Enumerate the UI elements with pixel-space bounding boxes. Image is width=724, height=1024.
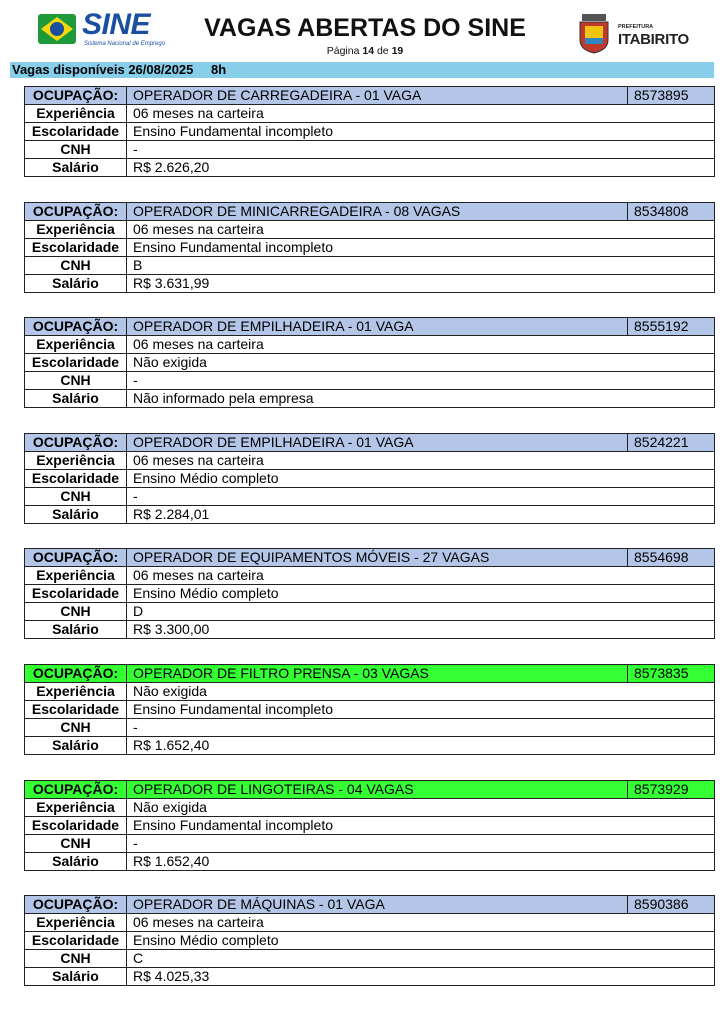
ocupacao-label: OCUPAÇÃO:	[25, 896, 127, 914]
escolaridade-value: Não exigida	[127, 354, 715, 372]
cnh-value: -	[127, 141, 715, 159]
job-card	[24, 780, 715, 871]
job-detail-row	[25, 470, 715, 488]
page-total: 19	[391, 45, 404, 57]
job-detail-row	[25, 488, 715, 506]
page-indicator	[190, 45, 540, 57]
ocupacao-label: OCUPAÇÃO:	[25, 434, 127, 452]
salario-label: Salário	[25, 506, 127, 524]
job-detail-row	[25, 701, 715, 719]
job-detail-row	[25, 683, 715, 701]
experiencia-label: Experiência	[25, 683, 127, 701]
escolaridade-label: Escolaridade	[25, 585, 127, 603]
page-current: 14	[362, 45, 375, 57]
cnh-value: -	[127, 372, 715, 390]
experiencia-value: 06 meses na carteira	[127, 336, 715, 354]
escolaridade-label: Escolaridade	[25, 354, 127, 372]
job-header-row	[25, 896, 715, 914]
ocupacao-value: OPERADOR DE CARREGADEIRA - 01 VAGA	[127, 87, 628, 105]
experiencia-label: Experiência	[25, 567, 127, 585]
cnh-value: B	[127, 257, 715, 275]
city-name: ITABIRITO	[618, 31, 689, 48]
job-detail-row	[25, 141, 715, 159]
job-header-row	[25, 203, 715, 221]
job-detail-row	[25, 257, 715, 275]
job-card	[24, 895, 715, 986]
salario-label: Salário	[25, 159, 127, 177]
ocupacao-value: OPERADOR DE EMPILHADEIRA - 01 VAGA	[127, 434, 628, 452]
job-code: 8524221	[628, 434, 715, 452]
escolaridade-value: Ensino Fundamental incompleto	[127, 701, 715, 719]
job-code: 8573929	[628, 781, 715, 799]
ocupacao-value: OPERADOR DE FILTRO PRENSA - 03 VAGAS	[127, 665, 628, 683]
job-code: 8554698	[628, 549, 715, 567]
page-prefix: Página	[326, 45, 360, 57]
page-sep: de	[376, 45, 389, 57]
job-header-row	[25, 549, 715, 567]
city-crest-icon	[576, 14, 612, 54]
sine-logo-text: SINE	[82, 8, 151, 41]
escolaridade-label: Escolaridade	[25, 701, 127, 719]
job-code: 8534808	[628, 203, 715, 221]
escolaridade-label: Escolaridade	[25, 123, 127, 141]
page-title: VAGAS ABERTAS DO SINE	[204, 14, 526, 42]
experiencia-label: Experiência	[25, 105, 127, 123]
cnh-label: CNH	[25, 719, 127, 737]
experiencia-label: Experiência	[25, 914, 127, 932]
salario-label: Salário	[25, 853, 127, 871]
job-header-row	[25, 781, 715, 799]
escolaridade-value: Ensino Médio completo	[127, 585, 715, 603]
salario-label: Salário	[25, 737, 127, 755]
escolaridade-label: Escolaridade	[25, 239, 127, 257]
brazil-flag-icon	[38, 12, 78, 46]
job-code: 8555192	[628, 318, 715, 336]
ocupacao-value: OPERADOR DE EQUIPAMENTOS MÓVEIS - 27 VAGAS	[127, 549, 628, 567]
job-detail-row	[25, 239, 715, 257]
salario-value: Não informado pela empresa	[127, 390, 715, 408]
experiencia-label: Experiência	[25, 799, 127, 817]
cnh-label: CNH	[25, 257, 127, 275]
job-detail-row	[25, 914, 715, 932]
ocupacao-label: OCUPAÇÃO:	[25, 549, 127, 567]
job-detail-row	[25, 585, 715, 603]
job-header-row	[25, 665, 715, 683]
escolaridade-value: Ensino Médio completo	[127, 932, 715, 950]
availability-date: Vagas disponíveis 26/08/2025	[12, 62, 194, 77]
ocupacao-label: OCUPAÇÃO:	[25, 203, 127, 221]
job-detail-row	[25, 567, 715, 585]
job-code: 8573895	[628, 87, 715, 105]
ocupacao-label: OCUPAÇÃO:	[25, 665, 127, 683]
cnh-label: CNH	[25, 603, 127, 621]
cnh-label: CNH	[25, 488, 127, 506]
job-code: 8590386	[628, 896, 715, 914]
sine-logo	[38, 8, 168, 52]
job-detail-row	[25, 275, 715, 293]
job-header-row	[25, 434, 715, 452]
cnh-label: CNH	[25, 372, 127, 390]
job-card	[24, 86, 715, 177]
job-detail-row	[25, 336, 715, 354]
sine-logo-subtitle: Sistema Nacional de Emprego	[84, 41, 166, 47]
experiencia-value: 06 meses na carteira	[127, 914, 715, 932]
job-detail-row	[25, 105, 715, 123]
cnh-value: -	[127, 488, 715, 506]
escolaridade-label: Escolaridade	[25, 817, 127, 835]
salario-value: R$ 3.631,99	[127, 275, 715, 293]
experiencia-value: Não exigida	[127, 799, 715, 817]
salario-value: R$ 2.626,20	[127, 159, 715, 177]
salario-value: R$ 1.652,40	[127, 853, 715, 871]
ocupacao-value: OPERADOR DE LINGOTEIRAS - 04 VAGAS	[127, 781, 628, 799]
job-detail-row	[25, 835, 715, 853]
cnh-label: CNH	[25, 950, 127, 968]
escolaridade-value: Ensino Fundamental incompleto	[127, 123, 715, 141]
experiencia-value: Não exigida	[127, 683, 715, 701]
job-detail-row	[25, 221, 715, 239]
prefeitura-logo	[576, 14, 696, 54]
salario-value: R$ 1.652,40	[127, 737, 715, 755]
salario-label: Salário	[25, 621, 127, 639]
ocupacao-label: OCUPAÇÃO:	[25, 781, 127, 799]
job-detail-row	[25, 452, 715, 470]
cnh-label: CNH	[25, 835, 127, 853]
job-detail-row	[25, 123, 715, 141]
job-card	[24, 548, 715, 639]
availability-bar	[10, 62, 714, 78]
experiencia-label: Experiência	[25, 221, 127, 239]
job-header-row	[25, 87, 715, 105]
job-detail-row	[25, 799, 715, 817]
experiencia-value: 06 meses na carteira	[127, 452, 715, 470]
job-code: 8573835	[628, 665, 715, 683]
job-header-row	[25, 318, 715, 336]
job-detail-row	[25, 737, 715, 755]
job-card	[24, 664, 715, 755]
salario-value: R$ 3.300,00	[127, 621, 715, 639]
salario-label: Salário	[25, 968, 127, 986]
ocupacao-value: OPERADOR DE MINICARREGADEIRA - 08 VAGAS	[127, 203, 628, 221]
job-detail-row	[25, 950, 715, 968]
ocupacao-value: OPERADOR DE EMPILHADEIRA - 01 VAGA	[127, 318, 628, 336]
salario-value: R$ 4.025,33	[127, 968, 715, 986]
job-detail-row	[25, 968, 715, 986]
job-detail-row	[25, 932, 715, 950]
salario-label: Salário	[25, 390, 127, 408]
experiencia-value: 06 meses na carteira	[127, 105, 715, 123]
prefeitura-label: PREFEITURA	[618, 24, 654, 30]
job-detail-row	[25, 621, 715, 639]
job-detail-row	[25, 719, 715, 737]
job-card	[24, 202, 715, 293]
job-detail-row	[25, 506, 715, 524]
escolaridade-label: Escolaridade	[25, 470, 127, 488]
experiencia-label: Experiência	[25, 336, 127, 354]
escolaridade-value: Ensino Médio completo	[127, 470, 715, 488]
job-card	[24, 317, 715, 408]
cnh-value: -	[127, 835, 715, 853]
ocupacao-label: OCUPAÇÃO:	[25, 318, 127, 336]
job-detail-row	[25, 853, 715, 871]
cnh-value: D	[127, 603, 715, 621]
salario-label: Salário	[25, 275, 127, 293]
ocupacao-value: OPERADOR DE MÁQUINAS - 01 VAGA	[127, 896, 628, 914]
job-detail-row	[25, 817, 715, 835]
experiencia-value: 06 meses na carteira	[127, 567, 715, 585]
job-detail-row	[25, 390, 715, 408]
job-detail-row	[25, 603, 715, 621]
cnh-label: CNH	[25, 141, 127, 159]
cnh-value: C	[127, 950, 715, 968]
page-header	[0, 0, 724, 60]
cnh-value: -	[127, 719, 715, 737]
escolaridade-label: Escolaridade	[25, 932, 127, 950]
availability-hour: 8h	[211, 62, 227, 77]
salario-value: R$ 2.284,01	[127, 506, 715, 524]
escolaridade-value: Ensino Fundamental incompleto	[127, 239, 715, 257]
ocupacao-label: OCUPAÇÃO:	[25, 87, 127, 105]
job-detail-row	[25, 372, 715, 390]
escolaridade-value: Ensino Fundamental incompleto	[127, 817, 715, 835]
experiencia-value: 06 meses na carteira	[127, 221, 715, 239]
job-detail-row	[25, 159, 715, 177]
job-card	[24, 433, 715, 524]
experiencia-label: Experiência	[25, 452, 127, 470]
job-detail-row	[25, 354, 715, 372]
